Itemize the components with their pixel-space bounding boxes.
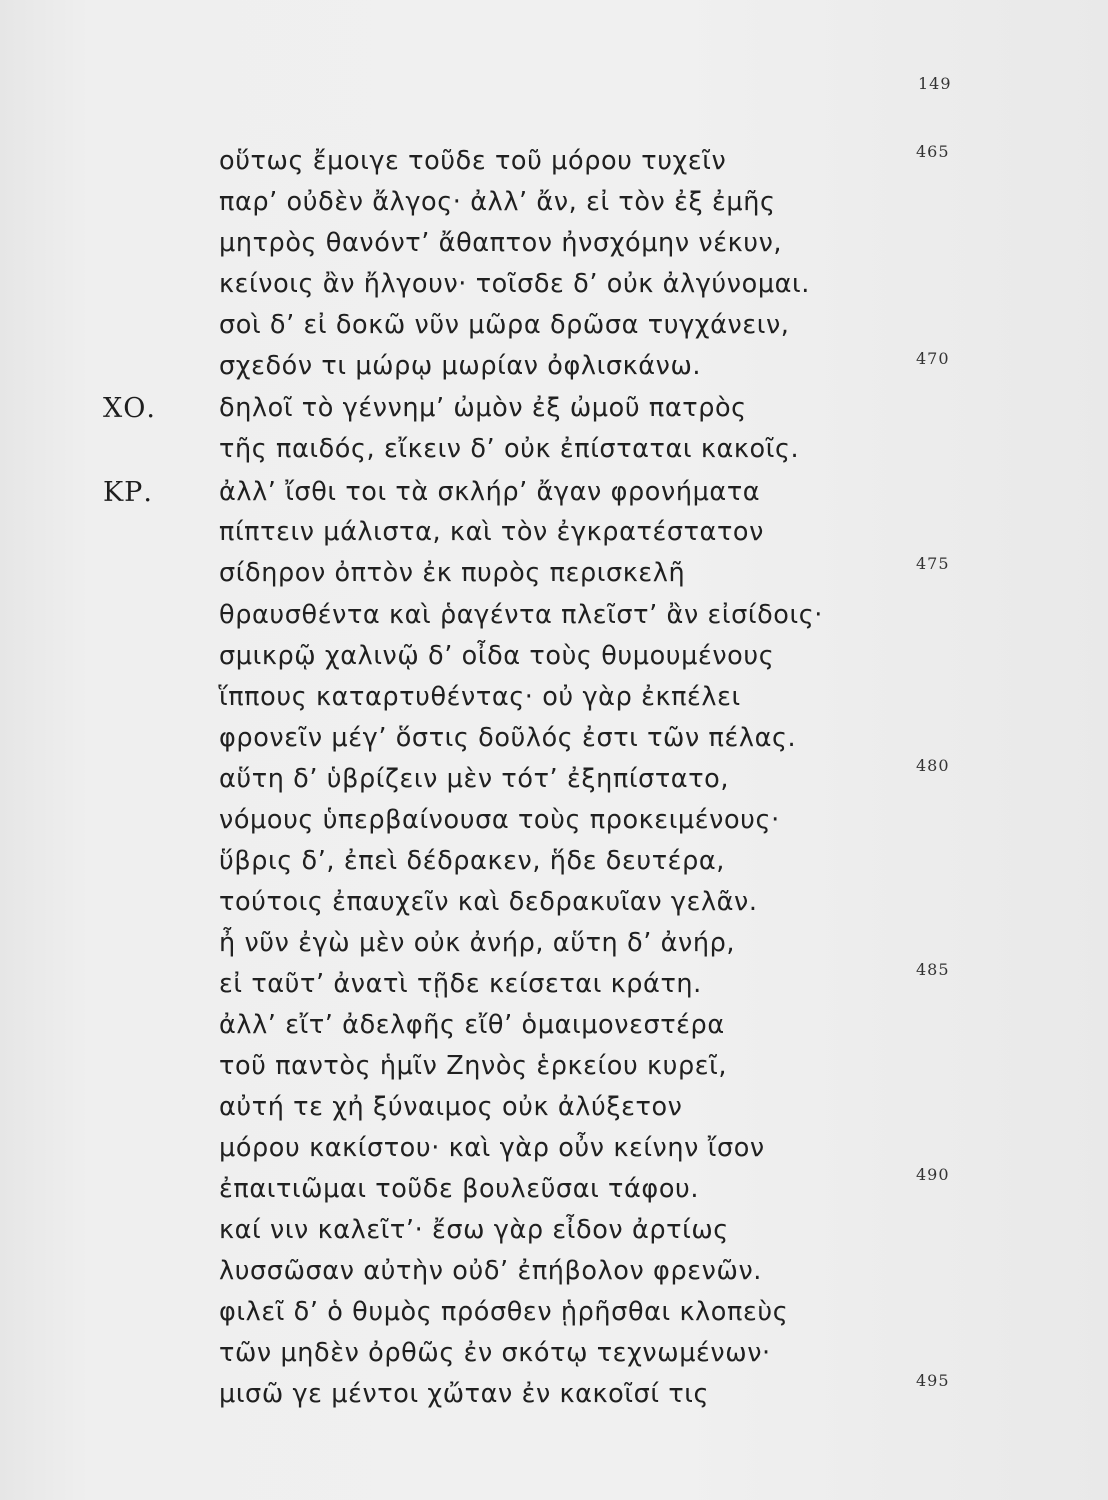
verse-line (0, 641, 1108, 683)
verse-line (0, 756, 1108, 806)
verse-line (0, 187, 1108, 229)
verse-line (0, 1051, 1108, 1093)
verse-line (0, 393, 1108, 435)
verse-line (0, 269, 1108, 311)
verse-text: μητρὸς θανόντ’ ἄθαπτον ἠνσχόμην νέκυν, (219, 228, 783, 258)
verse-text: παρ’ οὐδὲν ἄλγος· ἀλλ’ ἄν, εἰ τὸν ἐξ ἐμῆς (219, 187, 776, 217)
verse-text: αὐτή τε χἠ ξύναιμος οὐκ ἀλύξετον (219, 1092, 683, 1122)
line-number: 470 (916, 349, 950, 368)
verse-line (0, 1010, 1108, 1052)
verse-line (0, 1297, 1108, 1339)
verse-text: οὕτως ἔμοιγε τοῦδε τοῦ μόρου τυχεῖν (219, 146, 727, 176)
verse-text: κείνοις ἂν ἤλγουν· τοῖσδε δ’ οὐκ ἀλγύνομαι. (219, 269, 810, 299)
verse-line (0, 1256, 1108, 1298)
line-number: 480 (916, 756, 950, 775)
verse-text: αὕτη δ’ ὑβρίζειν μὲν τότ’ ἐξηπίστατο, (219, 764, 730, 794)
verse-text: ὕβρις δ’, ἐπεὶ δέδρακεν, ἥδε δευτέρα, (219, 846, 725, 876)
speaker-label: ΚΡ. (103, 477, 153, 508)
verse-text: ἀλλ’ ἴσθι τοι τὰ σκλήρ’ ἄγαν φρονήματα (219, 477, 761, 507)
verse-line (0, 600, 1108, 642)
verse-text: φρονεῖν μέγ’ ὅστις δοῦλός ἐστι τῶν πέλας. (219, 723, 797, 753)
verse-text: λυσσῶσαν αὐτὴν οὐδ’ ἐπήβολον φρενῶν. (219, 1256, 762, 1286)
verse-text: ἀλλ’ εἴτ’ ἀδελφῆς εἴθ’ ὁμαιμονεστέρα (219, 1010, 725, 1040)
verse-line (0, 1165, 1108, 1216)
verse-text: σμικρῷ χαλινῷ δ’ οἶδα τοὺς θυμουμένους (219, 641, 775, 671)
verse-line (0, 477, 1108, 519)
verse-text: δηλοῖ τὸ γέννημ’ ὠμὸν ἐξ ὠμοῦ πατρὸς (219, 393, 747, 423)
verse-line (0, 310, 1108, 352)
verse-text: θραυσθέντα καὶ ῥαγέντα πλεῖστ’ ἂν εἰσίδοις· (219, 600, 824, 630)
verse-text: τῶν μηδὲν ὀρθῶς ἐν σκότῳ τεχνωμένων· (219, 1338, 771, 1368)
verse-text: τῆς παιδός, εἴκειν δ’ οὐκ ἐπίσταται κακοῖς. (219, 434, 800, 464)
line-number: 485 (916, 960, 950, 979)
verse-text: φιλεῖ δ’ ὁ θυμὸς πρόσθεν ᾑρῆσθαι κλοπεὺς (219, 1297, 789, 1327)
verse-line (0, 846, 1108, 888)
verse-line (0, 805, 1108, 847)
verse-line (0, 1215, 1108, 1257)
verse-line (0, 142, 1108, 188)
line-number: 465 (916, 142, 950, 161)
verse-line (0, 1092, 1108, 1134)
line-number: 490 (916, 1165, 950, 1184)
verse-line (0, 887, 1108, 929)
line-number: 475 (916, 554, 950, 573)
verse-text: ἐπαιτιῶμαι τοῦδε βουλεῦσαι τάφου. (219, 1174, 700, 1204)
verse-text: ἵππους καταρτυθέντας· οὐ γὰρ ἐκπέλει (219, 682, 741, 712)
verse-text: ἦ νῦν ἐγὼ μὲν οὐκ ἀνήρ, αὕτη δ’ ἀνήρ, (219, 928, 736, 958)
verse-line (0, 960, 1108, 1011)
verse-line (0, 434, 1108, 476)
verse-text: τοῦ παντὸς ἡμῖν Ζηνὸς ἑρκείου κυρεῖ, (219, 1051, 728, 1081)
page-number: 149 (918, 74, 952, 93)
verse-text: πίπτειν μάλιστα, καὶ τὸν ἐγκρατέστατον (219, 517, 764, 547)
verse-text: μόρου κακίστου· καὶ γὰρ οὖν κείνην ἴσον (219, 1133, 765, 1163)
verse-text: μισῶ γε μέντοι χὤταν ἐν κακοῖσί τις (219, 1379, 710, 1409)
verse-line (0, 1371, 1108, 1421)
verse-text: σοὶ δ’ εἰ δοκῶ νῦν μῶρα δρῶσα τυγχάνειν, (219, 310, 790, 340)
line-number: 495 (916, 1371, 950, 1390)
verse-text: νόμους ὑπερβαίνουσα τοὺς προκειμένους· (219, 805, 780, 835)
verse-line (0, 554, 1108, 600)
verse-text: σχεδόν τι μώρῳ μωρίαν ὀφλισκάνω. (219, 351, 702, 381)
verse-line (0, 517, 1108, 559)
verse-text: σίδηρον ὀπτὸν ἐκ πυρὸς περισκελῆ (219, 558, 686, 588)
verse-line (0, 351, 1108, 393)
verse-line (0, 682, 1108, 724)
speaker-label: ΧΟ. (103, 393, 156, 424)
verse-text: καί νιν καλεῖτ’· ἔσω γὰρ εἶδον ἀρτίως (219, 1215, 729, 1245)
verse-line (0, 228, 1108, 270)
verse-text: εἰ ταῦτ’ ἀνατὶ τῇδε κείσεται κράτη. (219, 969, 702, 999)
verse-text: τούτοις ἐπαυχεῖν καὶ δεδρακυῖαν γελᾶν. (219, 887, 758, 917)
